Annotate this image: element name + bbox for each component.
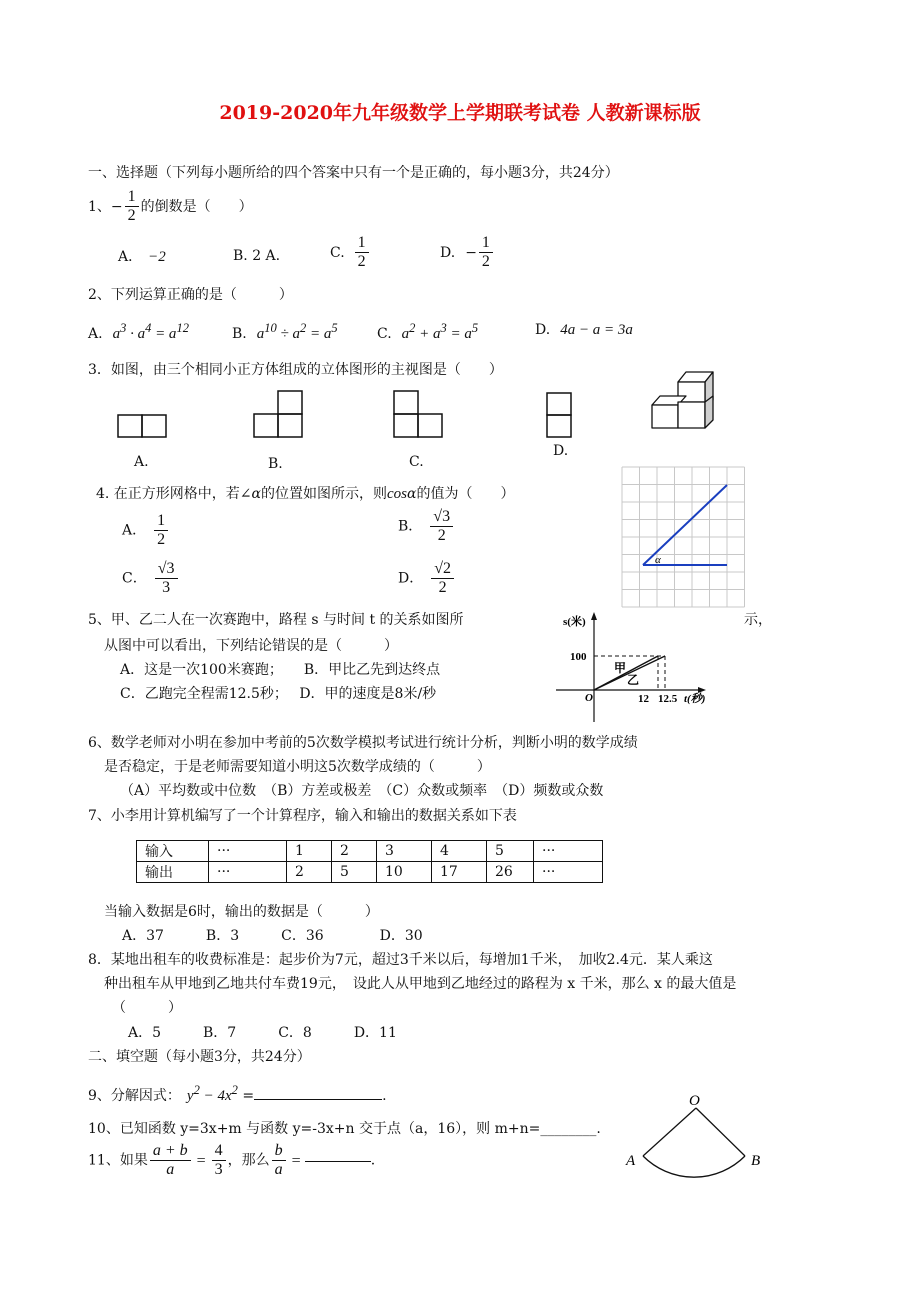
q1-sign: − <box>110 198 123 215</box>
question-2: 2、下列运算正确的是（ ） <box>88 287 293 303</box>
table-cell: 10 <box>377 862 432 883</box>
q1-fraction: $\frac{1}{2}$ <box>125 188 139 226</box>
q5-x-12: 12 <box>638 693 649 705</box>
q3-label-b: B. <box>268 456 283 472</box>
question-5-line2: 从图中可以看出，下列结论错误的是（ ） <box>104 638 398 654</box>
q1-option-d: D. − $\frac{1}{2}$ <box>440 234 495 272</box>
q9-answer-blank[interactable] <box>254 1098 382 1100</box>
q2-option-b: B. $a^{10} \div a^2 = a^5$ <box>232 321 338 342</box>
q7-question: 当输入数据是6时，输出的数据是（ ） <box>104 904 379 920</box>
question-10: 10、已知函数 y=3x+m 与函数 y=-3x+n 交于点（a，16），则 m+n=________. <box>88 1121 601 1137</box>
q11-arc-ab <box>643 1156 745 1177</box>
q1-stem-tail: 的倒数是（ ） <box>140 198 253 215</box>
table-cell: 2 <box>332 841 377 862</box>
q3-fig-b-square-2 <box>278 414 302 437</box>
table-cell: ··· <box>534 841 603 862</box>
table-cell: 26 <box>487 862 534 883</box>
q3-fig-d-square-1 <box>547 393 571 415</box>
q3-label-d: D. <box>553 443 569 459</box>
q3-fig-b-square-3 <box>278 391 302 414</box>
q4-option-d: D． $\frac{√2}{2}$ <box>398 560 456 598</box>
q5-options-ab: A．这是一次100米赛跑； B．甲比乙先到达终点 <box>120 662 441 678</box>
q5-x-label: t(秒) <box>684 693 706 705</box>
q4-grid-figure <box>622 467 752 609</box>
table-cell: 输入 <box>137 841 209 862</box>
q3-fig-c-square-2 <box>418 414 442 437</box>
q4-option-c: C． $\frac{√3}{3}$ <box>122 560 180 598</box>
question-6-line1: 6、数学老师对小明在参加中考前的5次数学模拟考试进行统计分析，判断小明的数学成绩 <box>88 735 638 751</box>
table-cell: 17 <box>432 862 487 883</box>
table-row <box>137 862 603 883</box>
table-cell: 5 <box>487 841 534 862</box>
q2-option-a: A. $a^3 \cdot a^4 = a^{12}$ <box>88 321 189 342</box>
q11-label-a: A <box>626 1153 636 1169</box>
q11-label-b: B <box>751 1153 761 1169</box>
q4-option-a: A． $\frac{1}{2}$ <box>122 512 170 550</box>
table-cell: ··· <box>209 862 287 883</box>
q5-label-jia: 甲 <box>614 661 627 675</box>
q5-origin: O <box>585 692 593 704</box>
q4-option-b: B． $\frac{√3}{2}$ <box>398 508 455 546</box>
table-cell: 4 <box>432 841 487 862</box>
section-heading-fill: 二、填空题（每小题3分，共24分） <box>88 1049 311 1065</box>
q11-radius-oa <box>643 1108 696 1156</box>
section-heading-choice: 一、选择题（下列每小题所给的四个答案中只有一个是正确的，每小题3分，共24分） <box>88 165 619 181</box>
table-cell: 2 <box>287 862 332 883</box>
q1-option-a: A． −2 <box>118 249 166 265</box>
q6-options: （A）平均数或中位数 （B）方差或极差 （C）众数或频率 （D）频数或众数 <box>120 783 604 799</box>
q11-answer-blank[interactable] <box>305 1160 371 1162</box>
q3-fig-d-square-2 <box>547 415 571 437</box>
q11-sector-figure <box>620 1094 770 1194</box>
q3-fig-b-square-1 <box>254 414 278 437</box>
q11-label-o: O <box>689 1093 700 1109</box>
q5-options-cd: C．乙跑完全程需12.5秒； D．甲的速度是8米/秒 <box>120 686 437 702</box>
question-3: 3．如图，由三个相同小正方体组成的立体图形的主视图是（ ） <box>88 362 503 378</box>
q3-fig-c-square-3 <box>394 391 418 414</box>
q7-options: A．37 B．3 C．36 D．30 <box>122 928 423 944</box>
q3-fig-c-square-1 <box>394 414 418 437</box>
q3-figures <box>0 0 920 480</box>
question-8-line1: 8．某地出租车的收费标准是：起步价为7元，超过3千米以后，每增加1千米， 加收2.4元．某人乘这 <box>88 952 713 968</box>
q5-x-125: 12.5 <box>658 693 678 705</box>
q4-angle-alpha-label: α <box>655 554 661 566</box>
q3-fig-a-square-2 <box>142 415 166 437</box>
q3-label-a: A. <box>134 454 149 470</box>
page-title: 2019-2020年九年级数学上学期联考试卷 人教新课标版 <box>219 102 701 124</box>
question-8-line2: 种出租车从甲地到乙地共付车费19元， 设此人从甲地到乙地经过的路程为 x 千米，那么 x 的最大值是 <box>104 976 737 992</box>
question-4: 4. 在正方形网格中，若∠α的位置如图所示，则cosα的值为（ ） <box>96 486 515 502</box>
q5-graph <box>550 610 730 725</box>
question-5-line1: 5、甲、乙二人在一次赛跑中，路程 s 与时间 t 的关系如图所 <box>88 612 464 628</box>
table-cell: 5 <box>332 862 377 883</box>
q5-label-yi: 乙 <box>627 673 640 687</box>
table-cell: ··· <box>534 862 603 883</box>
q5-y-100: 100 <box>570 651 587 663</box>
table-cell: 输出 <box>137 862 209 883</box>
question-7: 7、小李用计算机编写了一个计算程序，输入和输出的数据关系如下表 <box>88 808 517 824</box>
q4-angle-slanted-ray <box>643 485 727 565</box>
q3-solid-figure <box>652 372 713 428</box>
table-cell: 3 <box>377 841 432 862</box>
q2-option-d: D. 4a − a = 3a <box>535 322 633 338</box>
q1-number: 1、 <box>88 198 111 215</box>
question-6-line2: 是否稳定，于是老师需要知道小明这5次数学成绩的（ ） <box>104 759 491 775</box>
q3-label-c: C. <box>409 454 424 470</box>
question-5-line1-end: 示， <box>744 612 772 628</box>
q1-option-b: B. 2 A. <box>233 248 281 264</box>
q8-options: A．5 B．7 C．8 D．11 <box>128 1025 397 1041</box>
q1-option-c: C. $\frac{1}{2}$ <box>330 234 371 272</box>
q2-option-c: C. $a^2 + a^3 = a^5$ <box>377 321 479 342</box>
q5-y-label: s(米) <box>563 616 586 628</box>
question-11: 11、如果 $\frac{a + b}{a}$ = $\frac{4}{3}$ ，那么 $\frac{b}{a}$ = . <box>88 1142 376 1179</box>
q11-radius-ob <box>696 1108 745 1156</box>
question-8-line3: （ ） <box>112 1000 182 1016</box>
q7-input-output-table <box>136 840 603 883</box>
table-row <box>137 841 603 862</box>
table-cell: 1 <box>287 841 332 862</box>
q3-fig-a-square-1 <box>118 415 142 437</box>
table-cell: ··· <box>209 841 287 862</box>
question-9: 9、分解因式： $y^2 - 4x^2$ = . <box>88 1083 387 1104</box>
